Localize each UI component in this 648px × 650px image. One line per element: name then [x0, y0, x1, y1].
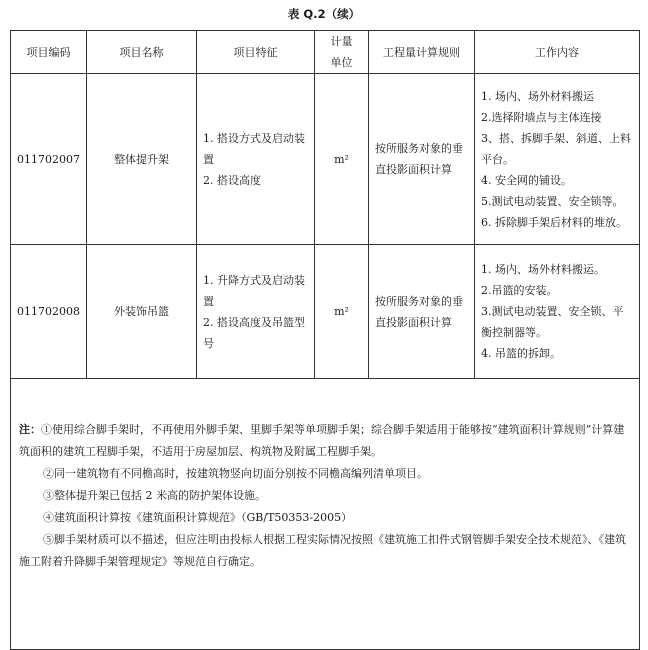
- row-code: 011702007: [11, 74, 87, 245]
- row-features: [197, 245, 315, 379]
- table-row: [11, 245, 640, 379]
- header-unit: [315, 31, 369, 74]
- feature-item: 2. 搭设高度: [203, 173, 261, 187]
- row-rule: 按所服务对象的垂直投影面积计算: [369, 74, 475, 245]
- work-item: 5.测试电动装置、安全锁等。: [481, 194, 624, 208]
- header-unit-line1: 计量: [330, 35, 353, 48]
- row-code: 011702008: [11, 245, 87, 379]
- row-features: [197, 74, 315, 245]
- note-5: ⑤脚手架材质可以不描述，但应注明由投标人根据工程实际情况按照《建筑施工扣件式钢管脚手架安全技术规范》、《建筑施工附着升降脚手架管理规定》等规范自行确定。: [19, 533, 626, 568]
- work-item: 1. 场内、场外材料搬运。: [481, 263, 605, 276]
- header-rule: 工程量计算规则: [369, 31, 475, 74]
- row-rule: 按所服务对象的垂直投影面积计算: [369, 245, 475, 379]
- note-label: 注：: [19, 423, 41, 436]
- work-item: 4. 安全网的铺设。: [481, 173, 572, 187]
- work-item: 6. 拆除脚手架后材料的堆放。: [481, 215, 627, 229]
- note-4: ④建筑面积计算按《建筑面积计算规范》（GB/T50353-2005）: [43, 511, 353, 524]
- row-unit: m²: [315, 74, 369, 245]
- feature-item: 1. 搭设方式及启动装置: [203, 131, 305, 166]
- row-unit: m²: [315, 245, 369, 379]
- header-name: 项目名称: [87, 31, 197, 74]
- header-code: 项目编码: [11, 31, 87, 74]
- header-unit-line2: 单位: [330, 56, 353, 69]
- header-row: [11, 31, 640, 74]
- table-row: [11, 74, 640, 245]
- note-2: ②同一建筑物有不同檐高时，按建筑物竖向切面分别按不同檐高编列清单项目。: [43, 467, 428, 480]
- bill-table: [10, 30, 640, 650]
- header-work: 工作内容: [475, 31, 640, 74]
- row-name: 整体提升架: [87, 74, 197, 245]
- note-1-text: ①使用综合脚手架时，不再使用外脚手架、里脚手架等单项脚手架；综合脚手架适用于能够按“建筑面积计算规则”计算建筑面积的建筑工程脚手架，不适用于房屋加层、构筑物及附属工程脚手架。: [19, 423, 625, 458]
- notes-cell: [11, 379, 640, 650]
- work-item: 3、搭、拆脚手架、斜道、上料平台。: [481, 131, 631, 166]
- work-item: 4. 吊篮的拆卸。: [481, 347, 561, 360]
- row-work: [475, 245, 640, 379]
- notes-row: [11, 379, 640, 650]
- feature-item: 1. 升降方式及启动装置: [203, 273, 305, 308]
- row-name: 外装饰吊篮: [87, 245, 197, 379]
- row-work: [475, 74, 640, 245]
- table-title: 表 Q.2（续）: [287, 7, 361, 21]
- note-1: [19, 419, 631, 463]
- work-item: 2.吊篮的安装。: [481, 284, 558, 297]
- work-item: 2.选择附墙点与主体连接: [481, 110, 602, 124]
- work-item: 3.测试电动装置、安全锁、平衡控制器等。: [481, 305, 624, 339]
- work-item: 1. 场内、场外材料搬运: [481, 89, 594, 103]
- feature-item: 2. 搭设高度及吊篮型号: [203, 315, 305, 350]
- note-3: ③整体提升架已包括 2 米高的防护架体设施。: [43, 489, 266, 502]
- header-feature: 项目特征: [197, 31, 315, 74]
